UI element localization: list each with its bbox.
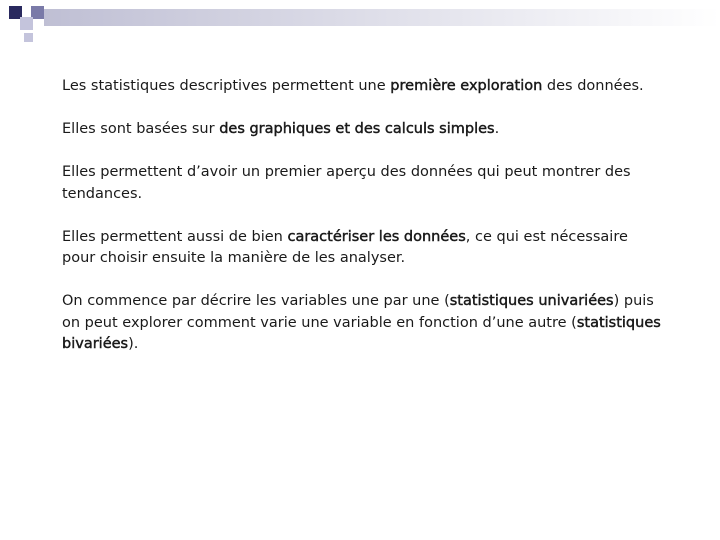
paragraph-5	[62, 291, 662, 356]
header-gradient-band	[44, 9, 720, 26]
emphasized-text: statistiques bivariées	[62, 314, 661, 352]
text-run: ).	[128, 336, 139, 352]
text-run: des données.	[542, 78, 644, 94]
slide-corner-decoration	[0, 0, 720, 48]
text-run: ) puis on peut explorer comment varie une variable en fonction d’une autre (	[62, 293, 654, 331]
paragraph-1	[62, 76, 662, 98]
text-run: , ce qui est nécessaire pour choisir ensuite la manière de les analyser.	[62, 228, 628, 266]
emphasized-text: première exploration	[390, 78, 543, 94]
text-run: .	[494, 121, 500, 137]
paragraph-4	[62, 227, 662, 270]
emphasized-text: caractériser les données	[287, 228, 466, 245]
decor-square-light-bottom	[24, 33, 33, 42]
text-run: Les statistiques descriptives permettent une	[62, 78, 391, 94]
text-run: Elles permettent d’avoir un premier aperçu des données qui peut montrer des tendances.	[62, 164, 631, 202]
slide-body-text	[62, 76, 662, 377]
text-run: On commence par décrire les variables une par une (	[62, 293, 450, 309]
decor-square-light-left	[20, 17, 33, 30]
emphasized-text: des graphiques et des calculs simples	[219, 121, 495, 137]
paragraph-3	[62, 162, 662, 205]
text-run: Elles permettent aussi de bien	[62, 228, 288, 245]
text-run: Elles sont basées sur	[62, 121, 220, 137]
paragraph-2	[62, 119, 662, 141]
emphasized-text: statistiques univariées	[449, 293, 614, 309]
